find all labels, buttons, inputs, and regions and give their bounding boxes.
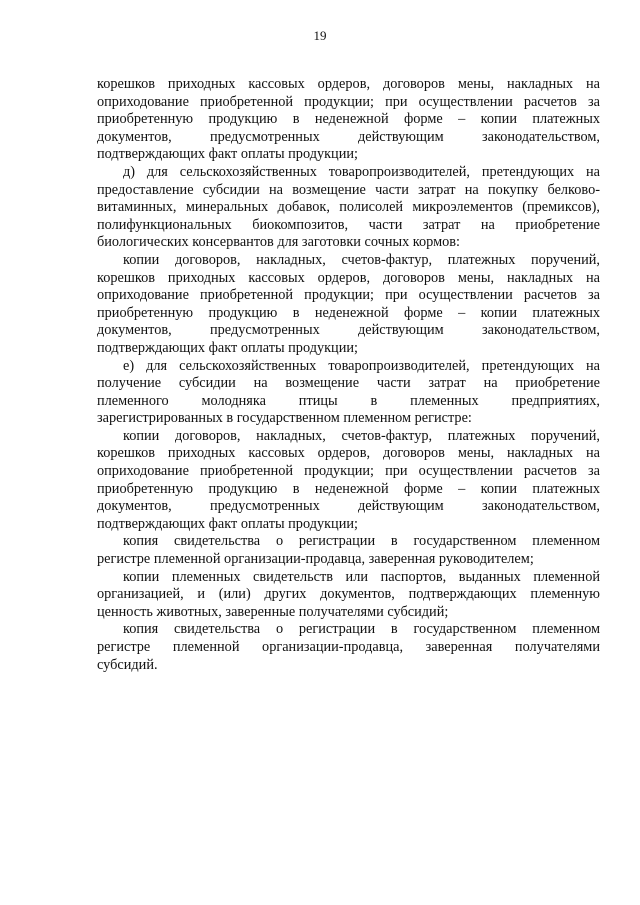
- text-line: корешков приходных кассовых ордеров, договоров мены, накладных на: [97, 445, 600, 462]
- text-line: получение субсидии на возмещение части затрат на приобретение: [97, 375, 600, 392]
- text-line: подтверждающих факт оплаты продукции;: [97, 339, 358, 356]
- text-line: зарегистрированных в государственном племенном регистре:: [97, 410, 472, 427]
- text-line: предоставление субсидии на возмещение части затрат на покупку белково-: [97, 181, 600, 198]
- text-line: оприходование приобретенной продукции; при осуществлении расчетов за: [97, 463, 600, 480]
- text-line: оприходование приобретенной продукции; при осуществлении расчетов за: [97, 287, 600, 304]
- paragraph: [97, 533, 600, 568]
- paragraph: [97, 252, 600, 358]
- text-line: племенного молодняка птицы в племенных предприятиях,: [97, 392, 600, 409]
- text-line: приобретенную продукцию в неденежной форме – копии платежных: [97, 304, 600, 321]
- text-line: копия свидетельства о регистрации в государственном племенном: [123, 621, 600, 638]
- page-number: 19: [313, 28, 327, 43]
- text-line: оприходование приобретенной продукции; при осуществлении расчетов за: [97, 93, 600, 110]
- text-line: приобретенную продукцию в неденежной форме – копии платежных: [97, 111, 600, 128]
- document-body: [97, 76, 600, 674]
- text-line: регистре племенной организации-продавца, заверенная получателями: [97, 639, 600, 655]
- text-line: организацией, и (или) других документов, подтверждающих племенную: [97, 586, 600, 603]
- paragraph: [97, 164, 600, 252]
- text-line: д) для сельскохозяйственных товаропроизводителей, претендующих на: [123, 163, 600, 180]
- text-line: документов, предусмотренных действующим законодательством,: [97, 498, 600, 515]
- text-line: документов, предусмотренных действующим законодательством,: [97, 128, 600, 145]
- text-line: копия свидетельства о регистрации в государственном племенном: [123, 533, 600, 550]
- text-line: биологических консервантов для заготовки сочных кормов:: [97, 234, 461, 251]
- paragraph: [97, 428, 600, 534]
- text-line: корешков приходных кассовых ордеров, договоров мены, накладных на: [97, 269, 600, 286]
- text-line: е) для сельскохозяйственных товаропроизводителей, претендующих на: [123, 357, 600, 374]
- text-line: корешков приходных кассовых ордеров, договоров мены, накладных на: [97, 76, 600, 92]
- text-line: копии договоров, накладных, счетов-фактур, платежных поручений,: [123, 251, 600, 268]
- text-line: полифункциональных биокомпозитов, части затрат на приобретение: [97, 216, 600, 233]
- text-line: копии племенных свидетельств или паспортов, выданных племенной: [123, 568, 600, 585]
- text-line: подтверждающих факт оплаты продукции;: [97, 146, 358, 163]
- text-line: субсидий.: [97, 656, 158, 673]
- paragraph: [97, 76, 600, 164]
- text-line: документов, предусмотренных действующим законодательством,: [97, 322, 600, 339]
- text-line: регистре племенной организации-продавца, заверенная руководителем;: [97, 551, 534, 568]
- text-line: копии договоров, накладных, счетов-фактур, платежных поручений,: [123, 427, 600, 444]
- paragraph: [97, 569, 600, 622]
- text-line: витаминных, минеральных добавок, полисолей микроэлементов (премиксов),: [97, 199, 600, 216]
- paragraph: [97, 621, 600, 674]
- text-line: подтверждающих факт оплаты продукции;: [97, 515, 358, 532]
- text-line: ценность животных, заверенные получателями субсидий;: [97, 603, 449, 620]
- paragraph: [97, 358, 600, 428]
- text-line: приобретенную продукцию в неденежной форме – копии платежных: [97, 480, 600, 497]
